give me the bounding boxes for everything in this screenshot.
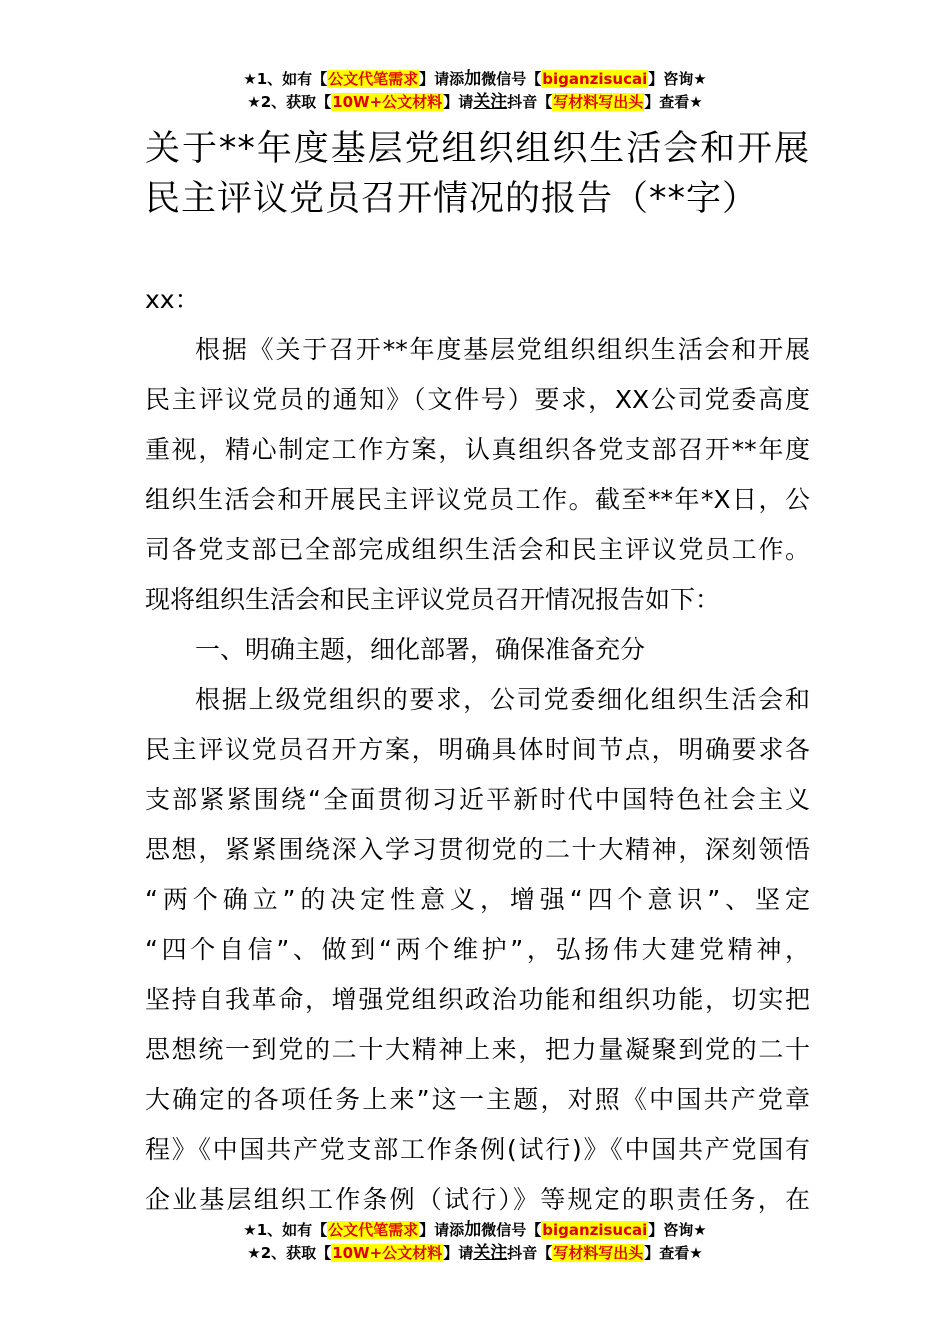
paragraph-line: 民主评议党员的通知》（文件号）要求，XX公司党委高度 — [145, 385, 810, 414]
banner-highlight: 公文代笔需求 — [328, 1221, 419, 1239]
banner-text: 加 — [464, 69, 482, 89]
paragraph-line: 司各党支部已全部完成组织生活会和民主评议党员工作。 — [145, 535, 810, 564]
banner-text: 】咨询★ — [648, 1221, 707, 1239]
bottom-banner — [0, 1219, 950, 1265]
banner-text: 抖音【 — [507, 93, 553, 111]
banner-text: 】请添 — [419, 1221, 465, 1239]
paragraph-line: 民主评议党员召开方案，明确具体时间节点，明确要求各 — [145, 735, 810, 764]
paragraph-line: 坚持自我革命，增强党组织政治功能和组织功能，切实把 — [145, 985, 810, 1014]
banner-text: 微信号【 — [481, 70, 542, 88]
banner-text: 】查看★ — [644, 1244, 703, 1262]
paragraph-line: 大确定的各项任务上来”这一主题，对照《中国共产党章 — [145, 1085, 810, 1114]
banner-highlight: 公文代笔需求 — [328, 70, 419, 88]
banner-highlight: 写材料写出头 — [553, 93, 644, 111]
banner-highlight: biganzisucai — [542, 1221, 648, 1239]
banner-highlight: 10W+公文材料 — [332, 93, 443, 111]
paragraph-line: 思想统一到党的二十大精神上来，把力量凝聚到党的二十 — [145, 1035, 810, 1064]
title-line: 关于**年度基层党组织组织生活会和开展 — [145, 129, 810, 169]
banner-line-1 — [0, 1219, 950, 1242]
banner-text: 】请添 — [419, 70, 465, 88]
banner-text: 微信号【 — [481, 1221, 542, 1239]
paragraph-line: “四个自信”、做到“两个维护”，弘扬伟大建党精神， — [145, 935, 810, 964]
banner-line-2 — [0, 91, 950, 114]
banner-text: 关注 — [473, 1243, 508, 1263]
banner-text: 】咨询★ — [648, 70, 707, 88]
document-body — [145, 275, 810, 1225]
paragraph-line: 根据《关于召开**年度基层党组织组织生活会和开展 — [195, 335, 810, 364]
banner-text: 抖音【 — [507, 1244, 553, 1262]
salutation: xx： — [145, 285, 200, 314]
banner-line-1 — [0, 68, 950, 91]
banner-text: 】请 — [443, 1244, 474, 1262]
banner-text: 关注 — [473, 92, 508, 112]
document-title — [145, 124, 810, 224]
banner-text: 】查看★ — [644, 93, 703, 111]
paragraph-line: 根据上级党组织的要求，公司党委细化组织生活会和 — [195, 685, 810, 714]
banner-highlight: 10W+公文材料 — [332, 1244, 443, 1262]
paragraph-line: 思想，紧紧围绕深入学习贯彻党的二十大精神，深刻领悟 — [145, 835, 810, 864]
banner-text: 】请 — [443, 93, 474, 111]
banner-highlight: biganzisucai — [542, 70, 648, 88]
banner-text: 加 — [464, 1220, 482, 1240]
banner-highlight: 写材料写出头 — [553, 1244, 644, 1262]
section-heading: 一、明确主题，细化部署，确保准备充分 — [195, 635, 646, 664]
paragraph-line: 重视，精心制定工作方案，认真组织各党支部召开**年度 — [145, 435, 810, 464]
paragraph-line: “两个确立”的决定性意义，增强“四个意识”、坚定 — [145, 885, 810, 914]
paragraph-line: 支部紧紧围绕“全面贯彻习近平新时代中国特色社会主义 — [145, 785, 810, 814]
top-banner — [0, 68, 950, 114]
banner-text: ★1、如有【 — [243, 70, 328, 88]
banner-text: ★2、获取【 — [247, 1244, 332, 1262]
banner-line-2 — [0, 1242, 950, 1265]
banner-text: ★1、如有【 — [243, 1221, 328, 1239]
paragraph-line: 企业基层组织工作条例（试行）》等规定的职责任务，在 — [145, 1185, 810, 1214]
paragraph-line: 现将组织生活会和民主评议党员召开情况报告如下： — [145, 585, 721, 614]
paragraph-line: 组织生活会和开展民主评议党员工作。截至**年*X日，公 — [145, 485, 810, 514]
paragraph-line: 程》《中国共产党支部工作条例(试行)》《中国共产党国有 — [145, 1135, 810, 1164]
banner-text: ★2、获取【 — [247, 93, 332, 111]
title-line: 民主评议党员召开情况的报告（**字） — [145, 179, 759, 219]
